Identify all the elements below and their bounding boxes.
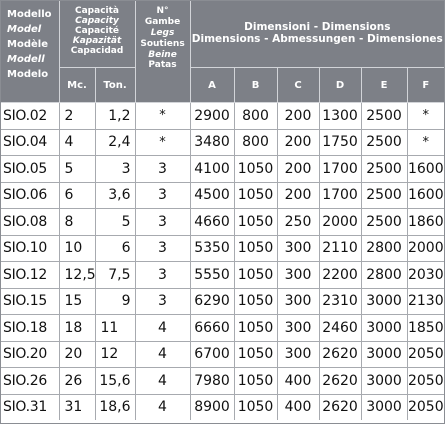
dim-d-cell: 2000 [319, 209, 361, 236]
legs-cell: 3 [135, 262, 190, 289]
dim-d-cell: 1300 [319, 103, 361, 130]
legs-label-fr: Soutiens [140, 38, 185, 49]
dim-c-cell: 400 [277, 394, 319, 420]
dim-e-cell: 3000 [361, 315, 407, 342]
dimensions-title-line2: Dimensions - Abmessungen - Dimensiones [191, 33, 443, 45]
capacity-ton-cell: 18,6 [95, 394, 135, 420]
capacity-mc-cell: 10 [59, 235, 95, 262]
legs-label-es: Patas [148, 60, 177, 71]
dim-d-cell: 2620 [319, 394, 361, 420]
dim-d-cell: 2310 [319, 288, 361, 315]
dim-b-cell: 1050 [234, 182, 277, 209]
capacity-mc-cell: 5 [59, 156, 95, 183]
dim-c-cell: 200 [277, 103, 319, 130]
model-cell: SIO.06 [1, 182, 59, 209]
dim-c-cell: 300 [277, 315, 319, 342]
dim-f-cell: 2130 [407, 288, 444, 315]
capacity-label-de: Kapazität [72, 35, 122, 46]
table-body [1, 103, 444, 421]
model-cell: SIO.04 [1, 129, 59, 156]
legs-label-it: Gambe [144, 16, 181, 27]
capacity-mc-cell: 26 [59, 368, 95, 395]
dim-a-cell: 5550 [190, 262, 234, 289]
capacity-mc-cell: 8 [59, 209, 95, 236]
capacity-mc-cell: 2 [59, 103, 95, 130]
legs-cell: 3 [135, 209, 190, 236]
dim-c-cell: 300 [277, 288, 319, 315]
model-cell: SIO.02 [1, 103, 59, 130]
table-row [1, 368, 444, 395]
model-cell: SIO.10 [1, 235, 59, 262]
dim-c-cell: 200 [277, 129, 319, 156]
dim-d-cell: 2620 [319, 341, 361, 368]
capacity-ton-cell: 5 [95, 209, 135, 236]
dim-e-cell: 3000 [361, 394, 407, 420]
model-cell: SIO.26 [1, 368, 59, 395]
model-label-de: Modell [7, 54, 45, 65]
dim-e-header: E [361, 68, 407, 103]
dim-b-cell: 1050 [234, 315, 277, 342]
dim-c-cell: 300 [277, 235, 319, 262]
table-row [1, 394, 444, 420]
dim-d-cell: 2460 [319, 315, 361, 342]
capacity-ton-cell: 7,5 [95, 262, 135, 289]
silo-spec-table [1, 1, 444, 420]
dim-f-cell: 1850 [407, 315, 444, 342]
legs-cell: 4 [135, 394, 190, 420]
capacity-header [59, 1, 135, 68]
dim-f-cell: 1600 [407, 182, 444, 209]
unit-ton-header: Ton. [95, 68, 135, 103]
dim-a-cell: 4660 [190, 209, 234, 236]
dim-d-cell: 1750 [319, 129, 361, 156]
dim-a-cell: 3480 [190, 129, 234, 156]
legs-header [135, 1, 190, 103]
capacity-label-fr: Capacité [74, 25, 120, 36]
dim-a-cell: 2900 [190, 103, 234, 130]
capacity-ton-cell: 1,2 [95, 103, 135, 130]
model-cell: SIO.31 [1, 394, 59, 420]
table-row [1, 288, 444, 315]
dim-d-cell: 1700 [319, 156, 361, 183]
capacity-ton-cell: 15,6 [95, 368, 135, 395]
legs-cell: 3 [135, 156, 190, 183]
capacity-ton-cell: 12 [95, 341, 135, 368]
dim-d-header: D [319, 68, 361, 103]
dim-f-cell: 2030 [407, 262, 444, 289]
dim-b-cell: 800 [234, 103, 277, 130]
table-row [1, 129, 444, 156]
dim-e-cell: 3000 [361, 341, 407, 368]
legs-cell: 4 [135, 341, 190, 368]
dim-b-cell: 1050 [234, 209, 277, 236]
dim-f-cell: 2050 [407, 399, 444, 416]
capacity-mc-cell: 18 [59, 315, 95, 342]
legs-label-en: Legs [150, 27, 175, 38]
dim-e-cell: 2500 [361, 103, 407, 130]
legs-cell: 3 [135, 288, 190, 315]
dim-d-cell: 1700 [319, 182, 361, 209]
dim-a-cell: 5350 [190, 235, 234, 262]
capacity-ton-cell: 11 [95, 315, 135, 342]
header-row-bottom [1, 68, 444, 103]
model-label-en: Model [7, 24, 42, 35]
dim-c-cell: 300 [277, 341, 319, 368]
capacity-label-it: Capacità [75, 6, 119, 16]
table-row [1, 315, 444, 342]
dim-f-cell: 1600 [407, 156, 444, 183]
legs-cell: * [135, 129, 190, 156]
dim-a-header: A [190, 68, 234, 103]
header-row-top [1, 1, 444, 68]
dim-b-cell: 1050 [234, 288, 277, 315]
dim-c-cell: 250 [277, 209, 319, 236]
capacity-mc-cell: 6 [59, 182, 95, 209]
dim-d-cell: 2110 [319, 235, 361, 262]
dim-b-cell: 1050 [234, 262, 277, 289]
dim-f-cell: * [407, 129, 444, 156]
table-row [1, 235, 444, 262]
model-cell: SIO.05 [1, 156, 59, 183]
dim-c-header: C [277, 68, 319, 103]
table-row [1, 209, 444, 236]
dim-f-cell: 2000 [407, 235, 444, 262]
unit-mc-header: Mc. [59, 68, 95, 103]
dim-b-header: B [234, 68, 277, 103]
capacity-ton-cell: 2,4 [95, 129, 135, 156]
dim-a-cell: 7980 [190, 368, 234, 395]
model-label-fr: Modèle [7, 39, 48, 50]
legs-cell: 4 [135, 368, 190, 395]
legs-label-de: Beine [148, 49, 177, 60]
dim-f-cell: 2050 [407, 368, 444, 395]
dim-c-cell: 200 [277, 182, 319, 209]
dim-c-cell: 400 [277, 368, 319, 395]
dim-a-cell: 6700 [190, 341, 234, 368]
model-cell: SIO.20 [1, 341, 59, 368]
dim-e-cell: 2500 [361, 129, 407, 156]
model-cell: SIO.08 [1, 209, 59, 236]
legs-cell: 4 [135, 315, 190, 342]
dim-e-cell: 2800 [361, 262, 407, 289]
dim-c-cell: 300 [277, 262, 319, 289]
dim-d-cell: 2200 [319, 262, 361, 289]
capacity-mc-cell: 4 [59, 129, 95, 156]
model-header [1, 1, 59, 103]
capacity-ton-cell: 9 [95, 288, 135, 315]
legs-cell: 3 [135, 235, 190, 262]
capacity-ton-cell: 3 [95, 156, 135, 183]
dimensions-title-line1: Dimensioni - Dimensions [244, 21, 391, 34]
dim-b-cell: 1050 [234, 156, 277, 183]
dim-e-cell: 2500 [361, 156, 407, 183]
model-cell: SIO.15 [1, 288, 59, 315]
model-label-it: Modello [7, 9, 52, 20]
dim-a-cell: 6660 [190, 315, 234, 342]
dim-a-cell: 8900 [190, 394, 234, 420]
dim-e-cell: 2800 [361, 235, 407, 262]
dim-e-cell: 2500 [361, 182, 407, 209]
dim-a-cell: 4100 [190, 156, 234, 183]
capacity-ton-cell: 3,6 [95, 182, 135, 209]
dim-d-cell: 2620 [319, 368, 361, 395]
dim-a-cell: 4500 [190, 182, 234, 209]
dim-b-cell: 1050 [234, 368, 277, 395]
legs-cell: 3 [135, 182, 190, 209]
model-cell: SIO.12 [1, 262, 59, 289]
capacity-mc-cell: 20 [59, 341, 95, 368]
table-row [1, 262, 444, 289]
dim-a-cell: 6290 [190, 288, 234, 315]
capacity-mc-cell: 31 [59, 394, 95, 420]
table-row [1, 103, 444, 130]
capacity-mc-cell: 15 [59, 288, 95, 315]
dim-b-cell: 1050 [234, 341, 277, 368]
legs-cell: * [135, 103, 190, 130]
dim-f-header: F [407, 68, 444, 103]
capacity-mc-cell: 12,5 [59, 262, 95, 289]
capacity-label-es: Capacidad [70, 45, 124, 56]
table-row [1, 156, 444, 183]
dim-e-cell: 3000 [361, 288, 407, 315]
dim-b-cell: 800 [234, 129, 277, 156]
capacity-ton-cell: 6 [95, 235, 135, 262]
dim-b-cell: 1050 [234, 394, 277, 420]
dimensions-header [190, 1, 444, 68]
table-row [1, 182, 444, 209]
dim-f-cell: 1860 [407, 209, 444, 236]
legs-label-no: N° [156, 6, 169, 16]
model-cell: SIO.18 [1, 315, 59, 342]
table-row [1, 341, 444, 368]
dim-f-cell: * [407, 103, 444, 130]
dim-f-cell: 2050 [407, 341, 444, 368]
model-label-es: Modelo [7, 69, 49, 80]
dim-e-cell: 3000 [361, 368, 407, 395]
capacity-label-en: Capacity [75, 15, 119, 26]
dim-c-cell: 200 [277, 156, 319, 183]
dim-e-cell: 2500 [361, 209, 407, 236]
dim-b-cell: 1050 [234, 235, 277, 262]
